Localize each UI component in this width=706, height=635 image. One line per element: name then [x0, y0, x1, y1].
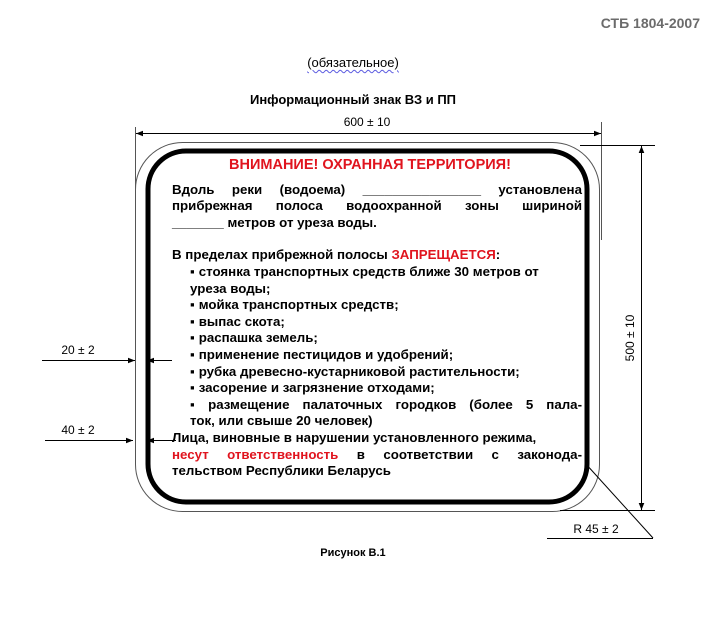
zone-text: Вдоль реки (водоема): [172, 181, 346, 197]
offset40-label: 40 ± 2: [61, 423, 95, 437]
prohibited-list: [172, 264, 582, 430]
width-label: 600 ± 10: [343, 115, 391, 129]
standard-number: СТБ 1804-2007: [600, 15, 700, 31]
zone-paragraph: [172, 182, 582, 232]
sign-heading: ВНИМАНИЕ! ОХРАННАЯ ТЕРРИТОРИЯ!: [229, 157, 511, 173]
list-item: ▪ мойка транспортных средств;: [190, 297, 582, 314]
figure-caption: Рисунок В.1: [320, 547, 386, 559]
sign-content: [172, 157, 582, 480]
zone-line-3: [172, 215, 582, 232]
liability-paragraph: [172, 430, 582, 480]
list-item: ▪ применение пестицидов и удобрений;: [190, 347, 582, 364]
figure-title: Информационный знак ВЗ и ПП: [249, 92, 457, 107]
height-label: 500 ± 10: [623, 314, 637, 362]
list-item: ▪ рубка древесно-кустарниковой растительности;: [190, 364, 582, 381]
zone-line-1: [172, 182, 582, 199]
prohibited-colon: :: [495, 247, 501, 263]
list-item: ▪ распашка земель;: [190, 330, 582, 347]
annex-note-text: (обязательное): [307, 55, 399, 70]
list-item: ▪ засорение и загрязнение отходами;: [190, 380, 582, 397]
zone-text: метров от уреза воды.: [223, 214, 377, 230]
offset20-label: 20 ± 2: [61, 343, 95, 357]
river-name-blank: ________________: [362, 181, 481, 197]
width-blank: _______: [172, 214, 224, 230]
liability-line-3: тельством Республики Беларусь: [172, 463, 391, 479]
list-item: ▪ выпас скота;: [190, 314, 582, 331]
prohibited-intro: [172, 247, 582, 264]
list-item: ▪ размещение палаточных городков (более 5 пала-: [190, 397, 582, 414]
list-item-continuation: уреза воды;: [190, 280, 271, 296]
list-item: ▪ стоянка транспортных средств ближе 30 метров от: [190, 264, 582, 281]
prohibited-word: ЗАПРЕЩАЕТСЯ: [391, 247, 496, 263]
liability-line-1: Лица, виновные в нарушении установленного режима,: [172, 429, 537, 445]
liability-text: в соответствии с законода-: [338, 446, 583, 462]
zone-line-2: прибрежная полоса водоохранной зоны шириной: [172, 198, 582, 214]
liability-red-text: несут ответственность: [172, 446, 339, 462]
zone-text: установлена: [498, 181, 582, 197]
liability-line-2: [172, 447, 582, 464]
list-item-continuation: ток, или свыше 20 человек): [190, 413, 373, 429]
prohibited-intro-text: В пределах прибрежной полосы: [172, 247, 392, 263]
radius-label: R 45 ± 2: [573, 522, 619, 536]
